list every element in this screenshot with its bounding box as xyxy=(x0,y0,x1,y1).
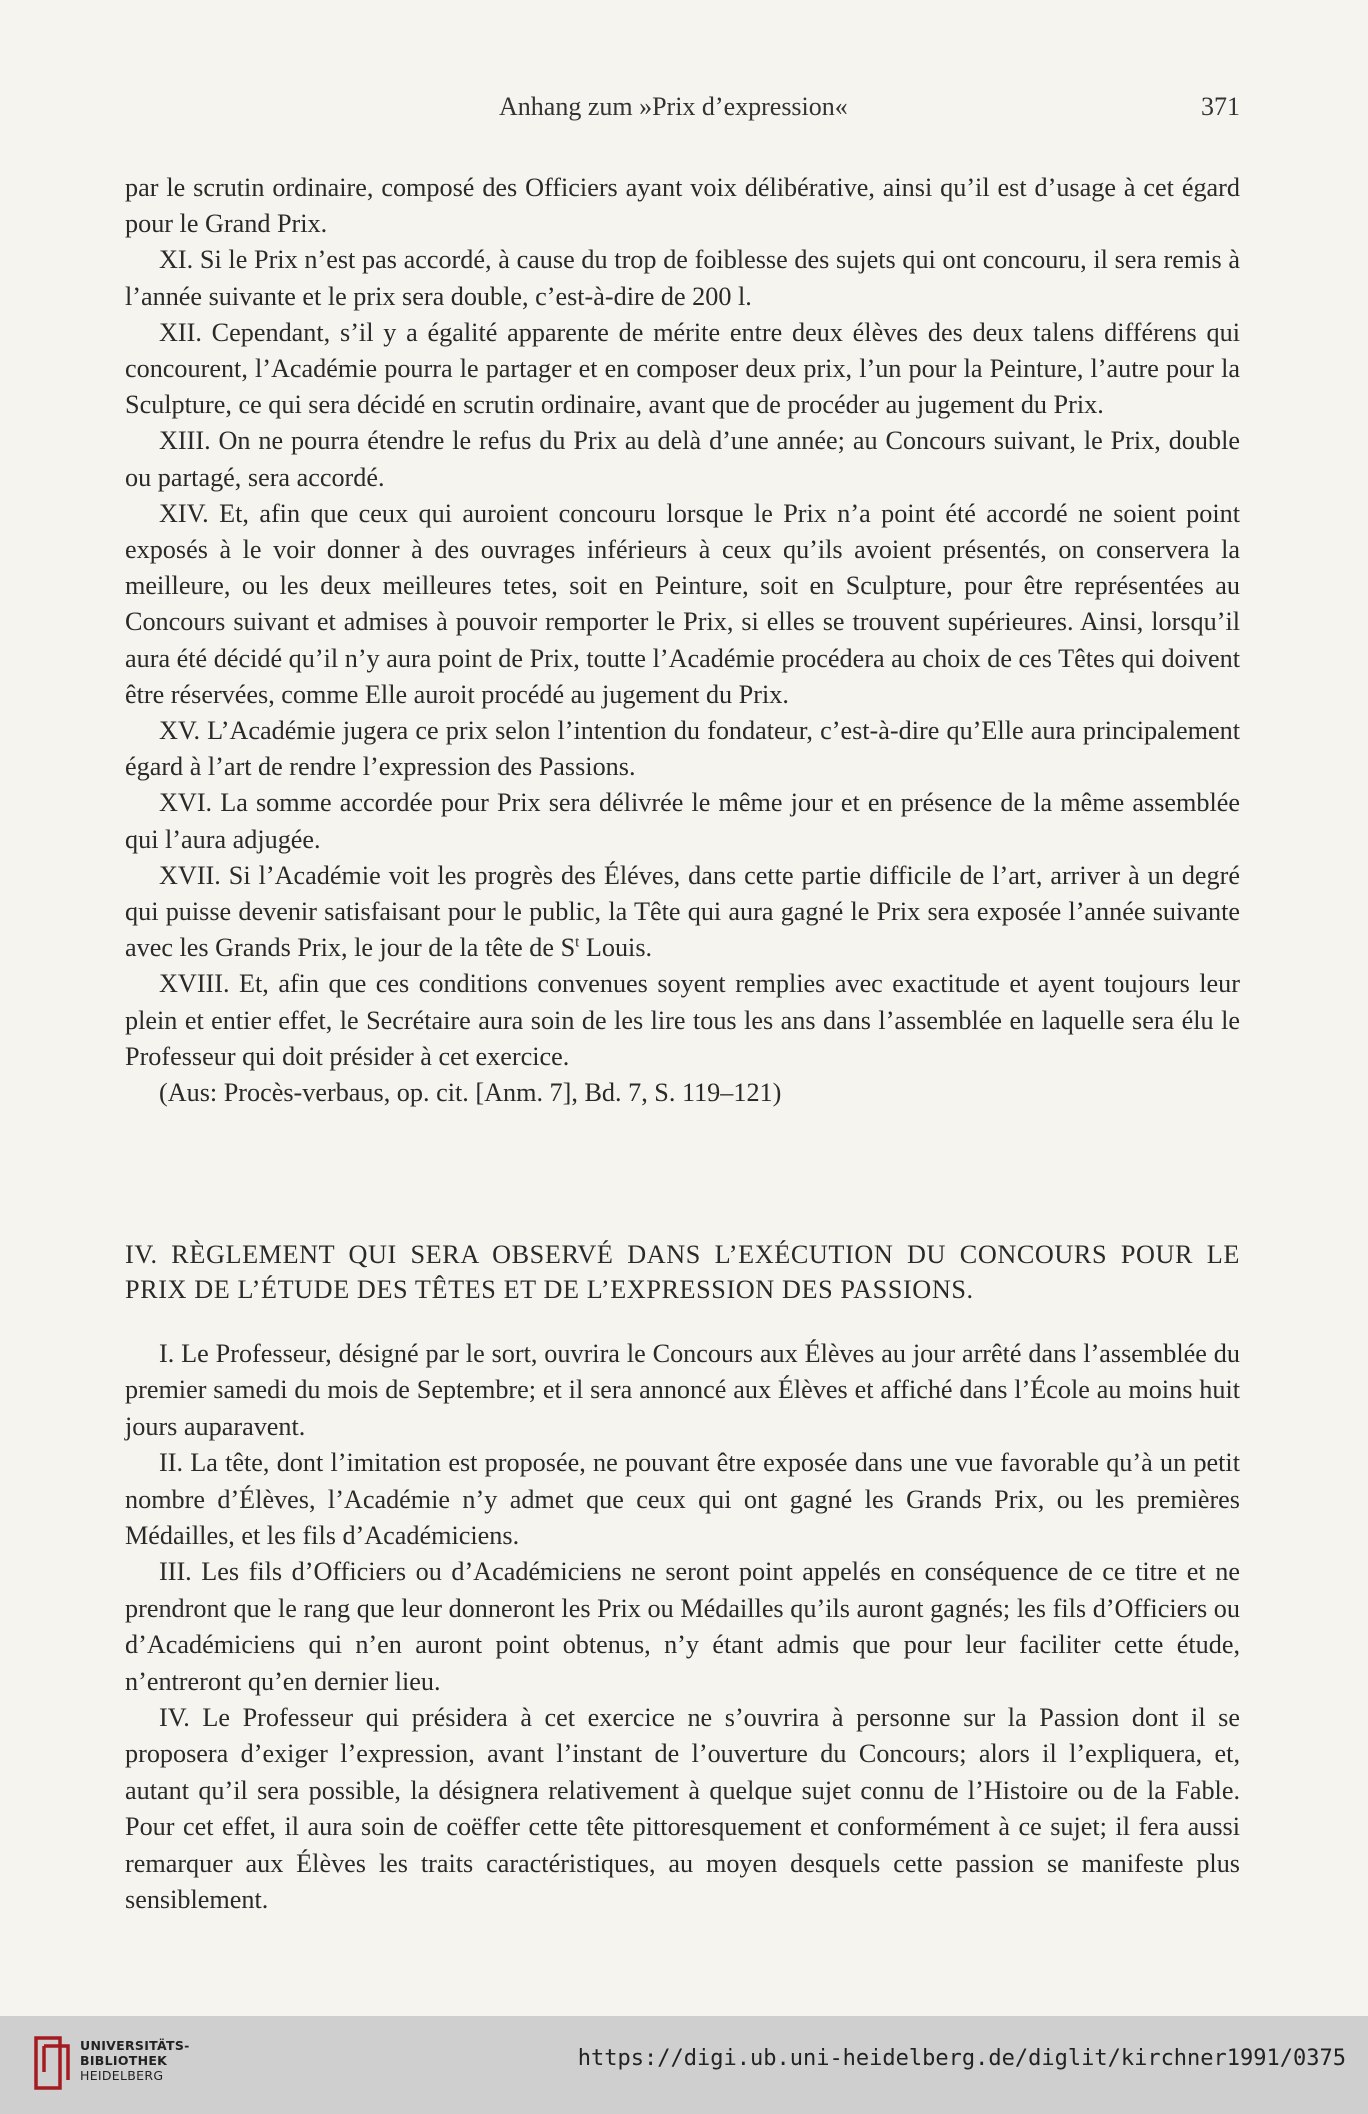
superscript: t xyxy=(575,934,580,951)
body-text xyxy=(125,170,1240,1111)
paragraph: II. La tête, dont l’imitation est proposée, ne pouvant être exposée dans une vue favorable qu’à un petit nombre d’Élèves, l’Académie n’y admet que ceux qui ont gagné les Grands Prix, ou les premières Médailles, et les fils d’Académiciens. xyxy=(125,1448,1240,1551)
permalink-url[interactable]: https://digi.ub.uni-heidelberg.de/diglit/kirchner1991/0375 xyxy=(577,2046,1346,2071)
paragraph: IV. Le Professeur qui présidera à cet exercice ne s’ouvrira à personne sur la Passion dont il se proposera d’exiger l’expression, avant l’instant de l’ouverture du Concours; alors il l’expliquera, et, autant qu’il sera possible, la désignera relativement à quelque sujet connu de l’Histoire ou de la Fable. Pour cet effet, il aura soin de coëffer cette tête pittoresquement et conformément à ce sujet; il fera aussi remarquer aux Élèves les traits caractéristiques, au moyen desquels cette passion se manifeste plus sensiblement. xyxy=(125,1703,1240,1915)
paragraph-text-end: Louis. xyxy=(579,933,653,963)
paragraph: XII. Cependant, s’il y a égalité apparente de mérite entre deux élèves des deux talens différens qui concourent, l’Académie pourra le partager et en composer deux prix, l’un pour la Peinture, l’autre pour la Sculpture, ce qui sera décidé en scrutin ordinaire, avant que de procéder au jugement du Prix. xyxy=(125,317,1240,420)
paragraph: XVI. La somme accordée pour Prix sera délivrée le même jour et en présence de la même assemblée qui l’aura adjugée. xyxy=(125,788,1240,854)
paragraph xyxy=(125,858,1240,967)
library-name xyxy=(80,2038,190,2083)
section-heading: IV. RÈGLEMENT QUI SERA OBSERVÉ DANS L’EXÉCUTION DU CONCOURS POUR LE PRIX DE L’ÉTUDE DES TÊTES ET DE L’EXPRESSION DES PASSIONS. xyxy=(125,1240,1240,1304)
paragraph: XVIII. Et, afin que ces conditions convenues soyent remplies avec exactitude et ayent toujours leur plein et entier effet, le Secrétaire aura soin de les lire tous les ans dans l’assemblée en laquelle sera élu le Professeur qui doit présider à cet exercice. xyxy=(125,969,1240,1071)
running-title: Anhang zum »Prix d’expression« xyxy=(499,92,848,121)
paragraph: par le scrutin ordinaire, composé des Officiers ayant voix délibérative, ainsi qu’il est d’usage à cet égard pour le Grand Prix. xyxy=(125,173,1240,239)
paragraph: XIII. On ne pourra étendre le refus du Prix au delà d’une année; au Concours suivant, le Prix, double ou partagé, sera accordé. xyxy=(125,426,1240,492)
paragraph: XIV. Et, afin que ceux qui auroient concouru lorsque le Prix n’a point été accordé ne soient point exposés à le voir donner à des ouvrages inférieurs à ceux qu’ils avoient présentés, on conservera la meilleure, ou les deux meilleures tetes, soit en Peinture, soit en Sculpture, pour être représentées au Concours suivant et admises à pouvoir remporter le Prix, si elles se trouvent supérieures. Ainsi, lorsqu’il aura été décidé qu’il n’y aura point de Prix, toutte l’Académie procédera au choix de ces Têtes qui doivent être réservées, comme Elle auroit procédé au jugement du Prix. xyxy=(125,498,1240,709)
page-number: 371 xyxy=(1201,92,1240,121)
library-line: HEIDELBERG xyxy=(80,2068,164,2083)
paragraph: I. Le Professeur, désigné par le sort, ouvrira le Concours aux Élèves au jour arrêté dans l’assemblée du premier samedi du mois de Septembre; et il sera annoncé aux Élèves et affiché dans l’École au moins huit jours auparavent. xyxy=(125,1339,1240,1441)
ub-heidelberg-logo-icon[interactable] xyxy=(30,2030,76,2096)
section-body xyxy=(125,1336,1240,1919)
paragraph: XI. Si le Prix n’est pas accordé, à cause du trop de foiblesse des sujets qui ont concouru, il sera remis à l’année suivante et le prix sera double, c’est-à-dire de 200 l. xyxy=(125,245,1240,311)
source-citation: (Aus: Procès-verbaus, op. cit. [Anm. 7], Bd. 7, S. 119–121) xyxy=(159,1078,782,1108)
paragraph: XV. L’Académie jugera ce prix selon l’intention du fondateur, c’est-à-dire qu’Elle aura principalement égard à l’art de rendre l’expression des Passions. xyxy=(125,716,1240,782)
page-header xyxy=(125,92,1240,132)
library-line: BIBLIOTHEK xyxy=(80,2053,168,2068)
paragraph-text: XVII. Si l’Académie voit les progrès des Éléves, dans cette partie difficile de l’art, arriver à un degré qui puisse devenir satisfaisant pour le public, la Tête qui aura gagné le Prix sera exposée l’année suivante avec les Grands Prix, le jour de la tête de S xyxy=(125,860,1240,963)
paragraph: III. Les fils d’Officiers ou d’Académiciens ne seront point appelés en conséquence de ce titre et ne prendront que le rang que leur donneront les Prix ou Médailles qu’ils auront gagnés; les fils d’Officiers ou d’Académiciens qui n’en auront point obtenus, n’y étant admis que pour leur faciliter cette étude, n’entreront qu’en dernier lieu. xyxy=(125,1557,1240,1696)
footer-bar xyxy=(0,2016,1368,2114)
library-line: UNIVERSITÄTS- xyxy=(80,2038,190,2053)
